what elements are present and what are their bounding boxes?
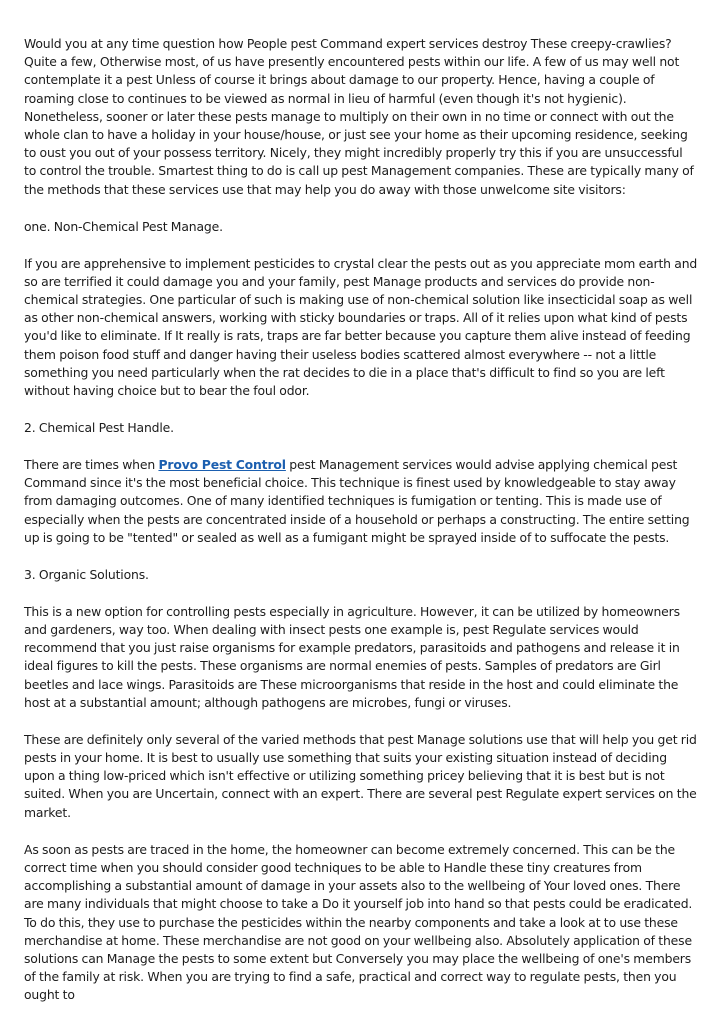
paragraph-chemical-rest: pest Management services would advise applying chemical pest Command since it's the most beneficial choice. This technique is finest used by knowledgeable to stay away from damaging outcomes. One of many identified techniques is fumigation or tenting. This is made use of especially when the pests are concentrated inside of a household or perhaps a constructing. The entire setting up is going to be "tented" or sealed as well as a fumigant might be sprayed inside of to suffocate the pests. [24, 457, 690, 545]
provo-pest-control-link[interactable]: Provo Pest Control [158, 457, 286, 473]
paragraph-organic: This is a new option for controlling pests especially in agriculture. However, it can be utilized by homeowners and gardeners, way too. When dealing with insect pests one example is, pest Regulate services would recommend that you just raise organisms for example predators, parasitoids and pathogens and release it in ideal figures to kill the pests. These organisms are normal enemies of pests. Samples of predators are Girl beetles and lace wings. Parasitoids are These microorganisms that reside in the host and could eliminate the host at a substantial amount; although pathogens are microbes, fungi or viruses. [24, 603, 680, 710]
section-heading-non-chemical: one. Non-Chemical Pest Manage. [24, 218, 223, 234]
paragraph-chemical-lead: There are times when [24, 457, 159, 473]
paragraph-homeowner: As soon as pests are traced in the home, the homeowner can become extremely concerned. This can be the correct time when you should consider good techniques to be able to Handle these tiny creatures from accomplishing a substantial amount of damage in your assets also to the wellbeing of Your loved ones. There are many individuals that might choose to take a Do it yourself job into hand so that pests could be eradicated. To do this, they use to purchase the pesticides within the nearby components and take a look at to use these merchandise at home. These merchandise are not good on your wellbeing also. Absolutely application of these solutions can Manage the pests to some extent but Conversely you may place the wellbeing of one's members of the family at risk. When you are trying to find a safe, practical and correct way to regulate pests, then you ought to [24, 841, 693, 1003]
paragraph-intro: Would you at any time question how People pest Command expert services destroy These creepy-crawlies? Quite a few, Otherwise most, of us have presently encountered pests within our life. A few of us may well not contemplate it a pest Unless of course it brings about damage to our property. Hence, having a couple of roaming close to continues to be viewed as normal in lieu of harmful (even though it's not hygienic). Nonetheless, sooner or later these pests manage to multiply on their own in no time or connect with out the whole clan to have a holiday in your house/house, or just see your home as their upcoming residence, seeking to oust you out of your possess territory. Nicely, they might incredibly properly try this if you are unsuccessful to control the trouble. Smartest thing to do is call up pest Management companies. These are typically many of the methods that these services use that may help you do away with those unwelcome site visitors: [24, 36, 694, 197]
paragraph-chemical [24, 456, 698, 547]
paragraph-non-chemical: If you are apprehensive to implement pesticides to crystal clear the pests out as you appreciate mom earth and so are terrified it could damage you and your family, pest Manage products and services do provide non-chemical strategies. One particular of such is making use of non-chemical solution like insecticidal soap as well as other non-chemical answers, working with sticky boundaries or traps. All of it relies upon what kind of pests you'd like to eliminate. If It really is rats, traps are far better because you capture them alive instead of feeding them poison food stuff and danger having their useless bodies scattered almost everywhere -- not a little something you need particularly when the rat decides to die in a place that's difficult to find so you are left without having choice but to bear the foul odor. [24, 255, 698, 399]
document-body [24, 35, 698, 1023]
section-heading-organic: 3. Organic Solutions. [24, 566, 149, 582]
paragraph-summary: These are definitely only several of the varied methods that pest Manage solutions use that will help you get rid pests in your home. It is best to usually use something that suits your existing situation instead of deciding upon a thing low-priced which isn't effective or utilizing something pricey believing that it is best but is not suited. When you are Uncertain, connect with an expert. There are several pest Regulate expert services on the market. [24, 731, 697, 820]
section-heading-chemical: 2. Chemical Pest Handle. [24, 420, 174, 436]
